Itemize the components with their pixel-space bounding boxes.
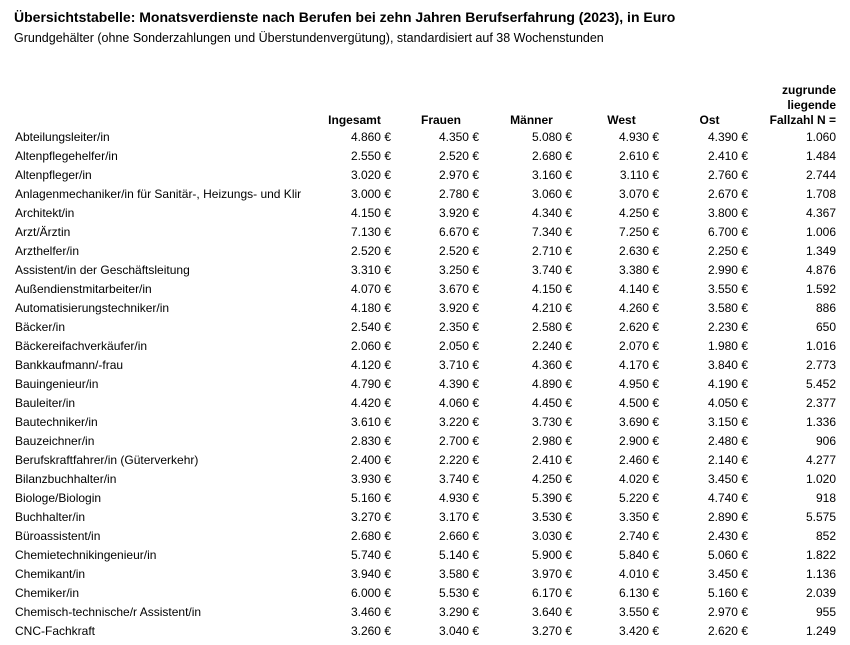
cell-fallzahl: 886 — [815, 301, 836, 315]
cell-insgesamt: 3.310 € — [350, 263, 391, 277]
header-fallzahl-line: zugrunde — [782, 83, 836, 97]
cell-fallzahl: 4.876 — [805, 263, 836, 277]
cell-insgesamt: 4.150 € — [350, 206, 391, 220]
table-row — [12, 204, 838, 223]
cell-ost: 6.700 € — [707, 225, 748, 239]
cell-frauen: 3.740 € — [438, 472, 479, 486]
cell-frauen: 4.060 € — [438, 396, 479, 410]
cell-fallzahl: 1.708 — [805, 187, 836, 201]
cell-insgesamt: 4.860 € — [350, 130, 391, 144]
header-beruf — [12, 68, 312, 128]
cell-fallzahl: 2.377 — [805, 396, 836, 410]
cell-frauen: 2.780 € — [438, 187, 479, 201]
cell-frauen: 5.140 € — [438, 548, 479, 562]
cell-west: 4.950 € — [618, 377, 659, 391]
cell-insgesamt: 5.740 € — [350, 548, 391, 562]
cell-fallzahl: 1.060 — [805, 130, 836, 144]
header-insgesamt: Ingesamt — [328, 113, 381, 127]
cell-west: 4.010 € — [618, 567, 659, 581]
cell-insgesamt: 6.000 € — [350, 586, 391, 600]
cell-insgesamt: 2.540 € — [350, 320, 391, 334]
table-row — [12, 508, 838, 527]
cell-insgesamt: 3.610 € — [350, 415, 391, 429]
cell-maenner: 3.270 € — [531, 624, 572, 638]
table-row — [12, 242, 838, 261]
cell-west: 2.620 € — [618, 320, 659, 334]
table-row — [12, 261, 838, 280]
cell-frauen: 4.930 € — [438, 491, 479, 505]
table-row — [12, 546, 838, 565]
cell-frauen: 3.220 € — [438, 415, 479, 429]
cell-maenner: 3.160 € — [531, 168, 572, 182]
cell-ost: 3.800 € — [707, 206, 748, 220]
cell-frauen: 2.970 € — [438, 168, 479, 182]
cell-beruf: CNC-Fachkraft — [15, 624, 96, 638]
cell-ost: 2.230 € — [707, 320, 748, 334]
table-row — [12, 147, 838, 166]
cell-west: 6.130 € — [618, 586, 659, 600]
cell-west: 2.460 € — [618, 453, 659, 467]
cell-ost: 2.430 € — [707, 529, 748, 543]
cell-maenner: 3.030 € — [531, 529, 572, 543]
cell-frauen: 2.220 € — [438, 453, 479, 467]
cell-ost: 3.450 € — [707, 472, 748, 486]
header-west: West — [607, 113, 636, 127]
cell-insgesamt: 2.520 € — [350, 244, 391, 258]
cell-insgesamt: 4.070 € — [350, 282, 391, 296]
cell-west: 3.070 € — [618, 187, 659, 201]
cell-insgesamt: 7.130 € — [350, 225, 391, 239]
cell-ost: 4.050 € — [707, 396, 748, 410]
cell-fallzahl: 4.367 — [805, 206, 836, 220]
cell-insgesamt: 4.420 € — [350, 396, 391, 410]
table-row — [12, 584, 838, 603]
cell-maenner: 7.340 € — [531, 225, 572, 239]
table-row — [12, 470, 838, 489]
cell-fallzahl: 5.575 — [805, 510, 836, 524]
cell-beruf: Bautechniker/in — [15, 415, 98, 429]
cell-west: 7.250 € — [618, 225, 659, 239]
cell-insgesamt: 3.940 € — [350, 567, 391, 581]
cell-ost: 2.620 € — [707, 624, 748, 638]
cell-maenner: 4.360 € — [531, 358, 572, 372]
cell-west: 3.110 € — [619, 168, 659, 182]
cell-fallzahl: 2.039 — [805, 586, 836, 600]
cell-ost: 2.250 € — [707, 244, 748, 258]
cell-ost: 3.580 € — [707, 301, 748, 315]
cell-maenner: 5.900 € — [531, 548, 572, 562]
cell-maenner: 3.730 € — [531, 415, 572, 429]
cell-west: 5.220 € — [618, 491, 659, 505]
cell-beruf: Chemiker/in — [15, 586, 80, 600]
cell-beruf: Arzt/Ärztin — [15, 225, 71, 239]
cell-insgesamt: 2.830 € — [350, 434, 391, 448]
cell-insgesamt: 2.550 € — [350, 149, 391, 163]
cell-ost: 2.760 € — [707, 168, 748, 182]
cell-west: 4.140 € — [618, 282, 659, 296]
cell-insgesamt: 2.680 € — [350, 529, 391, 543]
cell-maenner: 6.170 € — [531, 586, 572, 600]
cell-frauen: 3.040 € — [438, 624, 479, 638]
cell-fallzahl: 1.822 — [805, 548, 836, 562]
page-subtitle: Grundgehälter (ohne Sonderzahlungen und Überstundenvergütung), standardisiert auf 38 Wochenstunden — [14, 31, 604, 45]
cell-maenner: 3.060 € — [531, 187, 572, 201]
cell-west: 2.900 € — [618, 434, 659, 448]
cell-ost: 3.450 € — [707, 567, 748, 581]
cell-fallzahl: 2.773 — [805, 358, 836, 372]
cell-fallzahl: 1.016 — [805, 339, 836, 353]
cell-maenner: 3.970 € — [531, 567, 572, 581]
cell-frauen: 2.700 € — [438, 434, 479, 448]
table-row — [12, 394, 838, 413]
cell-insgesamt: 3.000 € — [350, 187, 391, 201]
cell-frauen: 6.670 € — [438, 225, 479, 239]
table-row — [12, 128, 838, 147]
table-row — [12, 337, 838, 356]
table-row — [12, 318, 838, 337]
cell-frauen: 3.170 € — [438, 510, 479, 524]
table-row — [12, 432, 838, 451]
cell-fallzahl: 852 — [815, 529, 836, 543]
cell-maenner: 4.890 € — [531, 377, 572, 391]
cell-insgesamt: 2.400 € — [350, 453, 391, 467]
cell-maenner: 3.640 € — [531, 605, 572, 619]
cell-west: 4.260 € — [618, 301, 659, 315]
cell-maenner: 2.580 € — [531, 320, 572, 334]
cell-ost: 5.160 € — [707, 586, 748, 600]
cell-insgesamt: 3.460 € — [350, 605, 391, 619]
cell-beruf: Berufskraftfahrer/in (Güterverkehr) — [15, 453, 199, 467]
cell-west: 3.350 € — [618, 510, 659, 524]
cell-beruf: Architekt/in — [15, 206, 75, 220]
header-maenner: Männer — [510, 113, 553, 127]
cell-west: 3.380 € — [618, 263, 659, 277]
table-row — [12, 223, 838, 242]
cell-beruf: Büroassistent/in — [15, 529, 101, 543]
cell-ost: 2.670 € — [707, 187, 748, 201]
cell-beruf: Chemisch-technische/r Assistent/in — [15, 605, 202, 619]
cell-beruf: Arzthelfer/in — [15, 244, 80, 258]
cell-frauen: 2.520 € — [438, 149, 479, 163]
cell-beruf: Bilanzbuchhalter/in — [15, 472, 117, 486]
table-row — [12, 375, 838, 394]
cell-ost: 2.990 € — [707, 263, 748, 277]
cell-ost: 2.410 € — [707, 149, 748, 163]
cell-frauen: 2.520 € — [438, 244, 479, 258]
cell-beruf: Bäckereifachverkäufer/in — [15, 339, 148, 353]
cell-maenner: 2.410 € — [531, 453, 572, 467]
table-row — [12, 451, 838, 470]
cell-maenner: 5.390 € — [531, 491, 572, 505]
cell-fallzahl: 1.020 — [805, 472, 836, 486]
cell-maenner: 3.530 € — [531, 510, 572, 524]
cell-insgesamt: 5.160 € — [350, 491, 391, 505]
cell-frauen: 4.350 € — [438, 130, 479, 144]
cell-beruf: Bauleiter/in — [15, 396, 76, 410]
cell-beruf: Chemietechnikingenieur/in — [15, 548, 157, 562]
cell-maenner: 4.150 € — [531, 282, 572, 296]
cell-frauen: 2.050 € — [438, 339, 479, 353]
page-title: Übersichtstabelle: Monatsverdienste nach Berufen bei zehn Jahren Berufserfahrung (2023), in Euro — [14, 9, 676, 25]
cell-fallzahl: 1.349 — [805, 244, 836, 258]
cell-west: 2.610 € — [618, 149, 659, 163]
cell-beruf: Bankkaufmann/-frau — [15, 358, 124, 372]
cell-ost: 3.150 € — [707, 415, 748, 429]
cell-insgesamt: 3.270 € — [350, 510, 391, 524]
header-row — [12, 68, 838, 128]
table-row — [12, 356, 838, 375]
cell-ost: 5.060 € — [707, 548, 748, 562]
cell-frauen: 3.920 € — [438, 206, 479, 220]
cell-west: 2.070 € — [618, 339, 659, 353]
cell-frauen: 5.530 € — [438, 586, 479, 600]
cell-beruf: Bauingenieur/in — [15, 377, 99, 391]
cell-west: 5.840 € — [618, 548, 659, 562]
cell-beruf: Altenpflegehelfer/in — [15, 149, 118, 163]
cell-maenner: 2.680 € — [531, 149, 572, 163]
cell-west: 4.500 € — [618, 396, 659, 410]
table-body — [12, 128, 838, 641]
cell-beruf: Automatisierungstechniker/in — [15, 301, 170, 315]
table-header — [12, 68, 838, 128]
cell-fallzahl: 1.006 — [805, 225, 836, 239]
table-row — [12, 489, 838, 508]
header-fallzahl — [754, 68, 838, 128]
table-row — [12, 413, 838, 432]
cell-ost: 3.840 € — [707, 358, 748, 372]
cell-beruf: Bauzeichner/in — [15, 434, 95, 448]
cell-west: 2.740 € — [618, 529, 659, 543]
cell-ost: 2.480 € — [707, 434, 748, 448]
cell-beruf: Assistent/in der Geschäftsleitung — [15, 263, 190, 277]
cell-fallzahl: 5.452 — [805, 377, 836, 391]
cell-fallzahl: 2.744 — [805, 168, 836, 182]
cell-maenner: 2.240 € — [531, 339, 572, 353]
cell-maenner: 5.080 € — [531, 130, 572, 144]
table-row — [12, 527, 838, 546]
cell-ost: 1.980 € — [707, 339, 748, 353]
cell-insgesamt: 3.020 € — [350, 168, 391, 182]
cell-insgesamt: 2.060 € — [350, 339, 391, 353]
cell-frauen: 3.580 € — [438, 567, 479, 581]
cell-beruf: Chemikant/in — [15, 567, 86, 581]
header-ost: Ost — [699, 113, 720, 127]
cell-fallzahl: 1.249 — [805, 624, 836, 638]
table-row — [12, 603, 838, 622]
header-fallzahl-line: liegende — [787, 98, 836, 112]
cell-insgesamt: 4.790 € — [350, 377, 391, 391]
cell-maenner: 3.740 € — [531, 263, 572, 277]
table-row — [12, 166, 838, 185]
cell-frauen: 3.920 € — [438, 301, 479, 315]
cell-frauen: 3.290 € — [438, 605, 479, 619]
header-fallzahl-line: Fallzahl N = — [769, 113, 836, 127]
cell-west: 4.020 € — [618, 472, 659, 486]
cell-west: 4.170 € — [618, 358, 659, 372]
cell-fallzahl: 918 — [815, 491, 836, 505]
cell-beruf: Abteilungsleiter/in — [15, 130, 110, 144]
cell-west: 3.550 € — [618, 605, 659, 619]
cell-fallzahl: 1.336 — [805, 415, 836, 429]
cell-west: 4.250 € — [618, 206, 659, 220]
cell-insgesamt: 3.930 € — [350, 472, 391, 486]
cell-fallzahl: 1.592 — [805, 282, 836, 296]
cell-beruf: Bäcker/in — [15, 320, 66, 334]
cell-beruf: Anlagenmechaniker/in für Sanitär-, Heizungs- und Klir — [15, 187, 302, 201]
cell-ost: 2.890 € — [707, 510, 748, 524]
cell-west: 2.630 € — [618, 244, 659, 258]
header-frauen: Frauen — [420, 113, 461, 127]
cell-fallzahl: 955 — [815, 605, 836, 619]
cell-west: 3.420 € — [618, 624, 659, 638]
table-row — [12, 565, 838, 584]
cell-frauen: 2.660 € — [438, 529, 479, 543]
cell-fallzahl: 1.484 — [805, 149, 836, 163]
cell-ost: 4.740 € — [707, 491, 748, 505]
cell-frauen: 3.670 € — [438, 282, 479, 296]
cell-fallzahl: 906 — [815, 434, 836, 448]
cell-beruf: Altenpfleger/in — [15, 168, 92, 182]
cell-maenner: 4.210 € — [531, 301, 572, 315]
cell-fallzahl: 1.136 — [805, 567, 836, 581]
cell-ost: 2.970 € — [707, 605, 748, 619]
table-row — [12, 622, 838, 641]
cell-ost: 4.190 € — [707, 377, 748, 391]
cell-ost: 2.140 € — [707, 453, 748, 467]
table-row — [12, 185, 838, 204]
cell-frauen: 2.350 € — [438, 320, 479, 334]
salary-table — [12, 68, 838, 641]
table-row — [12, 299, 838, 318]
cell-fallzahl: 650 — [815, 320, 836, 334]
cell-west: 3.690 € — [618, 415, 659, 429]
cell-insgesamt: 3.260 € — [350, 624, 391, 638]
cell-frauen: 4.390 € — [438, 377, 479, 391]
cell-maenner: 4.450 € — [531, 396, 572, 410]
cell-west: 4.930 € — [618, 130, 659, 144]
cell-maenner: 2.710 € — [531, 244, 572, 258]
cell-maenner: 4.340 € — [531, 206, 572, 220]
cell-ost: 4.390 € — [707, 130, 748, 144]
cell-maenner: 4.250 € — [531, 472, 572, 486]
cell-frauen: 3.710 € — [438, 358, 479, 372]
cell-beruf: Außendienstmitarbeiter/in — [15, 282, 152, 296]
cell-maenner: 2.980 € — [531, 434, 572, 448]
cell-fallzahl: 4.277 — [805, 453, 836, 467]
cell-beruf: Buchhalter/in — [15, 510, 86, 524]
cell-frauen: 3.250 € — [438, 263, 479, 277]
cell-insgesamt: 4.180 € — [350, 301, 391, 315]
cell-ost: 3.550 € — [707, 282, 748, 296]
cell-beruf: Biologe/Biologin — [15, 491, 102, 505]
cell-insgesamt: 4.120 € — [350, 358, 391, 372]
table-row — [12, 280, 838, 299]
